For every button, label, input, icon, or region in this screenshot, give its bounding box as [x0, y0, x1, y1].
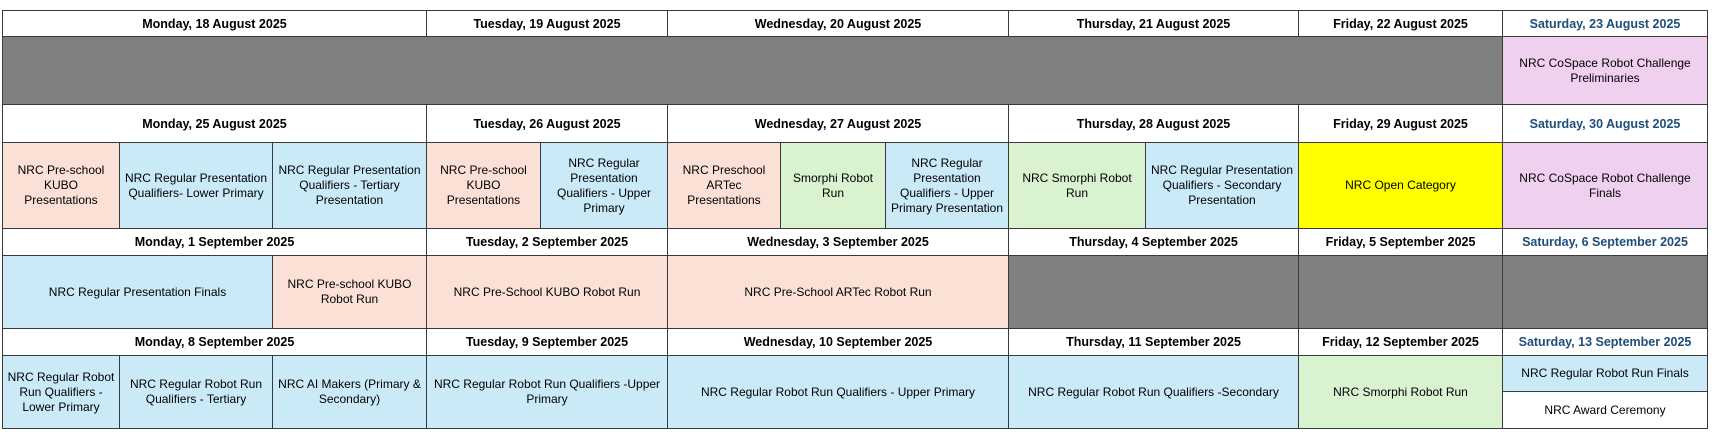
event-cospace-finals: NRC CoSpace Robot Challenge Finals [1503, 143, 1708, 229]
day-header-fri: Friday, 5 September 2025 [1299, 229, 1503, 256]
event-artec-robot-run: NRC Pre-School ARTec Robot Run [668, 256, 1009, 329]
day-header-fri: Friday, 22 August 2025 [1299, 10, 1503, 37]
day-header-tue: Tuesday, 2 September 2025 [427, 229, 668, 256]
event-robot-run-finals: NRC Regular Robot Run Finals [1503, 356, 1708, 392]
event-smorphi-robot-run: Smorphi Robot Run [781, 143, 886, 229]
event-cospace-preliminaries: NRC CoSpace Robot Challenge Preliminaries [1503, 37, 1708, 105]
day-header-tue: Tuesday, 26 August 2025 [427, 105, 668, 143]
event-kubo-robot-run: NRC Pre-school KUBO Robot Run [273, 256, 427, 329]
event-award-ceremony: NRC Award Ceremony [1503, 392, 1708, 429]
event-artec-presentations: NRC Preschool ARTec Presentations [668, 143, 781, 229]
day-header-mon: Monday, 25 August 2025 [2, 105, 427, 143]
day-header-fri: Friday, 29 August 2025 [1299, 105, 1503, 143]
event-kubo-presentations: NRC Pre-school KUBO Presentations [427, 143, 541, 229]
unavailable-block [1009, 256, 1299, 329]
event-kubo-robot-run: NRC Pre-School KUBO Robot Run [427, 256, 668, 329]
day-header-wed: Wednesday, 3 September 2025 [668, 229, 1009, 256]
day-header-mon: Monday, 8 September 2025 [2, 329, 427, 356]
event-presentation-tertiary: NRC Regular Presentation Qualifiers - Tertiary Presentation [273, 143, 427, 229]
day-header-fri: Friday, 12 September 2025 [1299, 329, 1503, 356]
event-presentation-secondary: NRC Regular Presentation Qualifiers - Secondary Presentation [1146, 143, 1299, 229]
event-robot-run-tertiary: NRC Regular Robot Run Qualifiers - Tertiary [120, 356, 273, 429]
day-header-sat: Saturday, 13 September 2025 [1503, 329, 1708, 356]
event-presentation-upper-primary: NRC Regular Presentation Qualifiers - Upper Primary [541, 143, 668, 229]
day-header-thu: Thursday, 21 August 2025 [1009, 10, 1299, 37]
event-kubo-presentations: NRC Pre-school KUBO Presentations [2, 143, 120, 229]
event-robot-run-upper-primary: NRC Regular Robot Run Qualifiers -Upper Primary [427, 356, 668, 429]
event-open-category: NRC Open Category [1299, 143, 1503, 229]
day-header-mon: Monday, 18 August 2025 [2, 10, 427, 37]
event-smorphi-robot-run: NRC Smorphi Robot Run [1299, 356, 1503, 429]
day-header-tue: Tuesday, 9 September 2025 [427, 329, 668, 356]
day-header-wed: Wednesday, 10 September 2025 [668, 329, 1009, 356]
event-robot-run-upper-primary: NRC Regular Robot Run Qualifiers - Upper Primary [668, 356, 1009, 429]
event-robot-run-lower-primary: NRC Regular Robot Run Qualifiers - Lower Primary [2, 356, 120, 429]
unavailable-block [1503, 256, 1708, 329]
event-ai-makers: NRC AI Makers (Primary & Secondary) [273, 356, 427, 429]
event-presentation-lower-primary: NRC Regular Presentation Qualifiers- Lower Primary [120, 143, 273, 229]
event-smorphi-robot-run: NRC Smorphi Robot Run [1009, 143, 1146, 229]
day-header-thu: Thursday, 11 September 2025 [1009, 329, 1299, 356]
day-header-tue: Tuesday, 19 August 2025 [427, 10, 668, 37]
event-robot-run-secondary: NRC Regular Robot Run Qualifiers -Secondary [1009, 356, 1299, 429]
schedule-calendar [2, 10, 1708, 429]
day-header-sat: Saturday, 6 September 2025 [1503, 229, 1708, 256]
event-presentation-finals: NRC Regular Presentation Finals [2, 256, 273, 329]
day-header-sat: Saturday, 30 August 2025 [1503, 105, 1708, 143]
day-header-mon: Monday, 1 September 2025 [2, 229, 427, 256]
day-header-wed: Wednesday, 27 August 2025 [668, 105, 1009, 143]
day-header-thu: Thursday, 28 August 2025 [1009, 105, 1299, 143]
unavailable-block [2, 37, 1503, 105]
day-header-wed: Wednesday, 20 August 2025 [668, 10, 1009, 37]
day-header-thu: Thursday, 4 September 2025 [1009, 229, 1299, 256]
event-presentation-upper-primary: NRC Regular Presentation Qualifiers - Upper Primary Presentation [886, 143, 1009, 229]
unavailable-block [1299, 256, 1503, 329]
day-header-sat: Saturday, 23 August 2025 [1503, 10, 1708, 37]
